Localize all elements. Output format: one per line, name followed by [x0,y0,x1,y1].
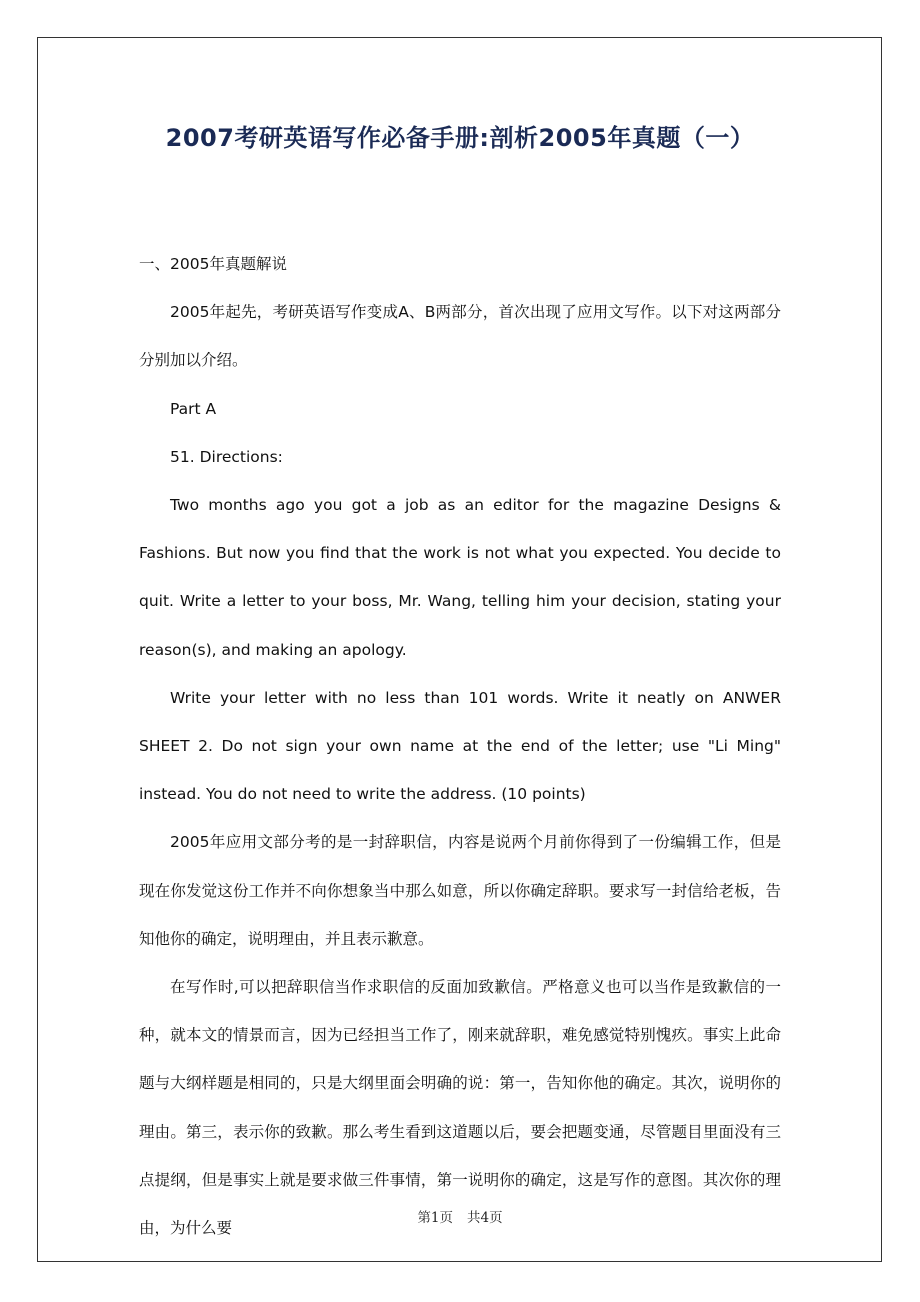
document-title: 2007考研英语写作必备手册:剖析2005年真题（一） [165,124,755,152]
page-number: 第1页 [417,1210,453,1226]
total-pages: 共4页 [467,1210,503,1226]
section-heading: 一、2005年真题解说 [139,255,287,273]
paragraph-requirements-en: Write your letter with no less than 101 words. Write it neatly on ANWER SHEET 2. Do not sign your own name at the end of the letter; use "Li Ming" instead. You do not need to write the address. (10 points) [139,688,781,804]
paragraph-directions: 51. Directions: [170,447,283,466]
paragraph-task-cn: 2005年应用文部分考的是一封辞职信，内容是说两个月前你得到了一份编辑工作，但是现在你发觉这份工作并不向你想象当中那么如意，所以你确定辞职。要求写一封信给老板，告知他你的确定，说明理由，并且表示歉意。 [139,833,781,948]
page-footer [0,1206,920,1226]
paragraph-task-en: Two months ago you got a job as an editor for the magazine Designs & Fashions. But now you find that the work is not what you expected. You decide to quit. Write a letter to your boss, Mr. Wang, telling him your decision, stating your reason(s), and making an apology. [139,496,781,659]
paragraph-analysis-cn: 在写作时,可以把辞职信当作求职信的反面加致歉信。严格意义也可以当作是致歉信的一种，就本文的情景而言，因为已经担当工作了，刚来就辞职，难免感觉特别愧疚。事实上此命题与大纲样题是相同的，只是大纲里面会明确的说：第一，告知你他的确定。其次，说明你的理由。第三，表示你的致歉。那么考生看到这道题以后，要会把题变通，尽管题目里面没有三点提纲，但是事实上就是要求做三件事情，第一说明你的确定，这是写作的意图。其次你的理由，为什么要 [139,978,781,1238]
paragraph-intro: 2005年起先，考研英语写作变成A、B两部分，首次出现了应用文写作。以下对这两部分分别加以介绍。 [139,303,781,370]
document-body [139,240,781,1252]
paragraph-part-a: Part A [170,399,217,418]
